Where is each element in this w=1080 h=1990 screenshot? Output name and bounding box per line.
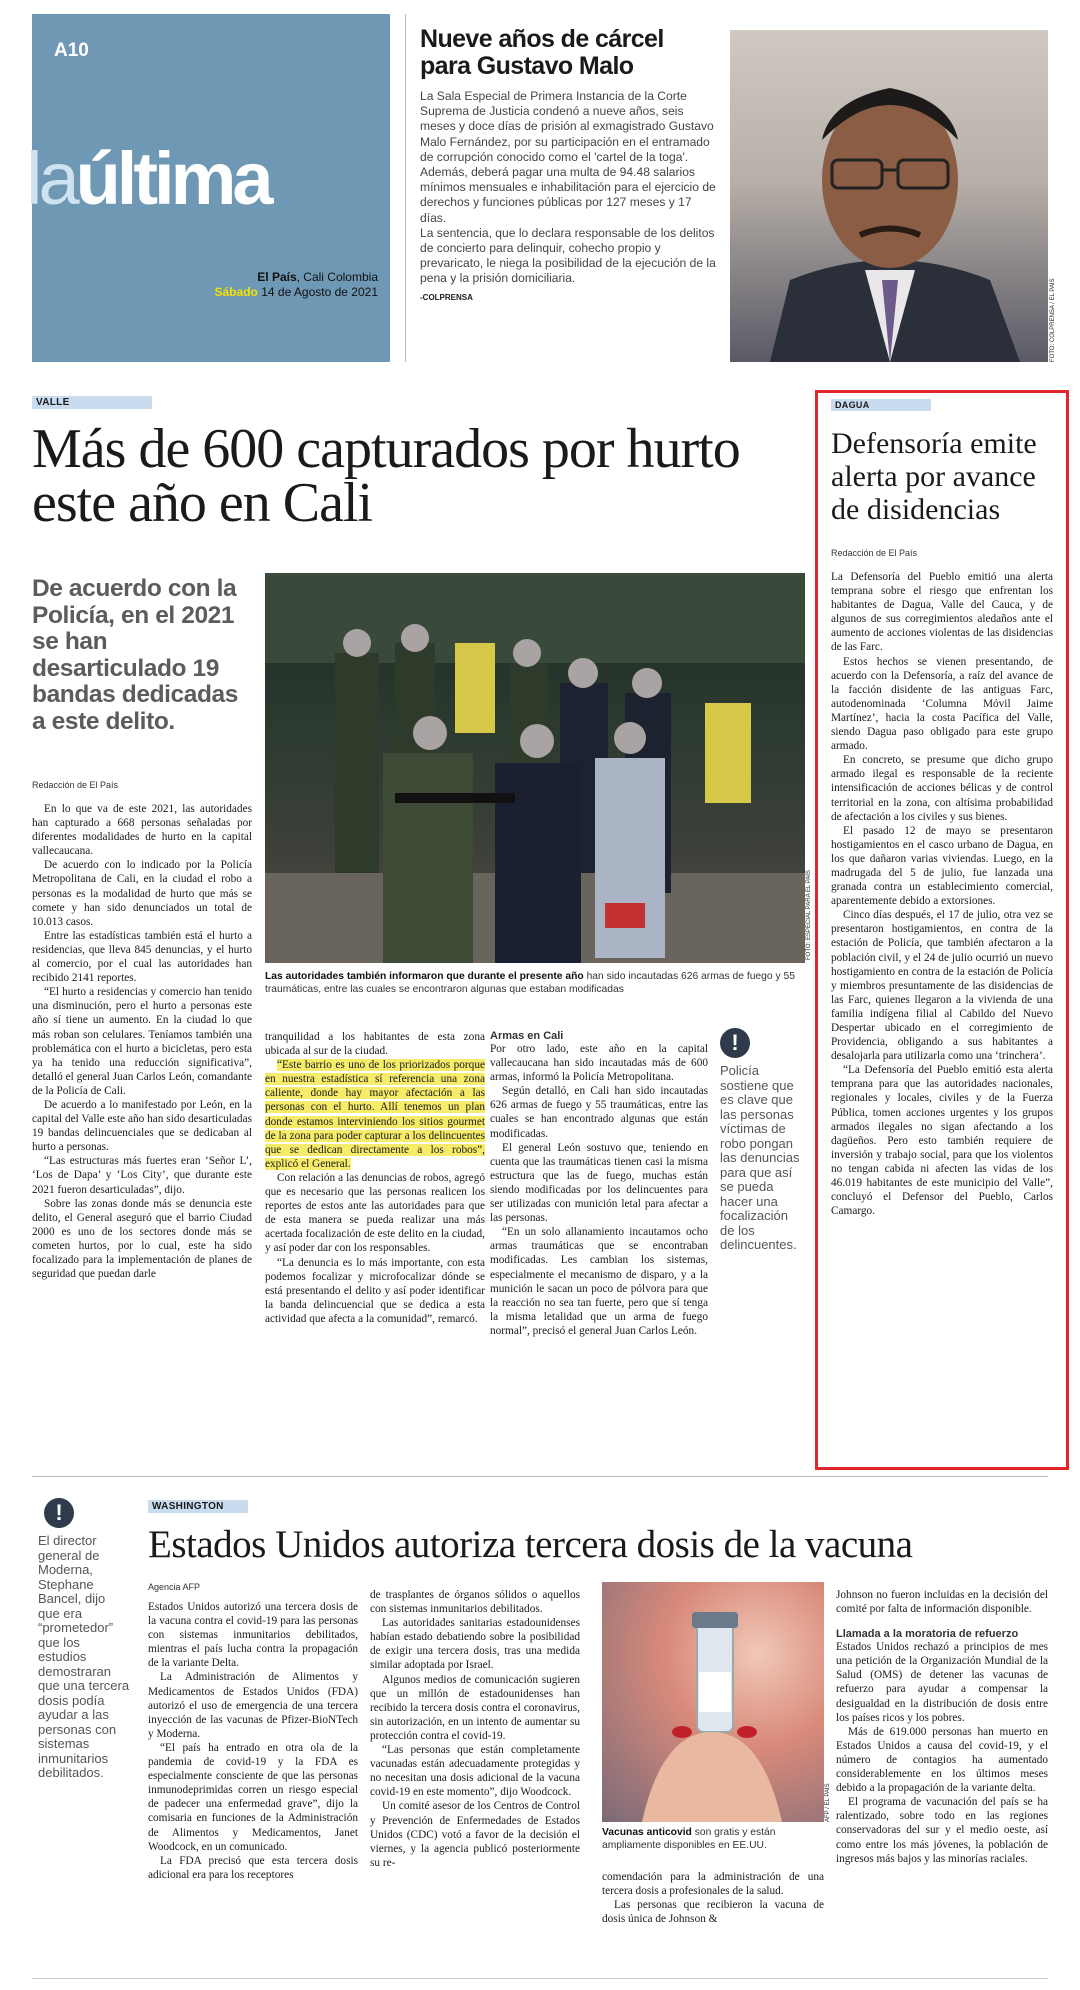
cali-paragraph: Según detalló, en Cali han sido incautadas 626 armas de fuego y 55 traumáticas, entre las cuales se han encontrado algunas que están modificadas. [490,1085,708,1140]
cali-highlight-para [265,1058,485,1171]
dagua-paragraph: En concreto, se presume que dicho grupo armado ilegal es responsable de la reciente intensificación de acciones bélicas y de control territorial en la zona, con altísima probabilidad de afectación a los civiles y sus bienes. [831,754,1053,823]
vaccine-paragraph: El programa de vacunación del país se ha ralentizado, sobre todo en las regiones conservadoras del sur y el medio oeste, así como entre los más jóvenes, la población de ingresos más bajos y las minorías raciales. [836,1796,1048,1865]
vaccine-sidequote-text: El director general de Moderna, Stephane Bancel, dijo que era “prometedor” que los estudios demostraran que una tercera dosis podía ayudar a las personas con sistemas inmunitarios debilitados. [38,1533,130,1780]
cali-paragraph: En lo que va de este 2021, las autoridades han capturado a 668 personas señaladas por diferentes modalidades de hurto en la capital vallecaucana. [32,803,252,858]
vaccine-headline: Estados Unidos autoriza tercera dosis de la vacuna [148,1523,913,1566]
vaccine-paragraph: Estados Unidos rechazó a principios de mes una petición de la Organización Mundial de la Salud (OMS) de detener las vacunas de refuerzo para ayudar a compensar la desigualdad en la distribución de dosis entre los países ricos y los pobres. [836,1641,1048,1724]
vaccine-column-3 [602,1870,824,1926]
dagua-paragraph: Cinco días después, el 17 de julio, otra vez se presentaron hostigamientos, en contra de la estación de Policía, que también afectaron a la población civil, y el 24 de julio ocurrió un nuevo hostigamiento en contra de la estación de Policía y miembros presuntamente de las disidencias de las Farc, quienes llegaron a la vivienda de una familia indígena filial al Cabildo del Nuevo Despertar ubicado en el corregimiento de Providencia, obligando a sus habitantes a desalojarla para utilizarla como una ‘trinchera’. [831,909,1053,1063]
cali-column-1 [32,780,252,1281]
portrait-credit: FOTO: COLPRENSA / EL PAÍS [1050,278,1056,362]
section-logo [26,137,270,220]
portrait-illustration [730,30,1048,362]
masthead-dateline [215,270,378,300]
vaccine-caption-text: son gratis y están ampliamente disponibles en EE.UU. [602,1827,776,1851]
cali-paragraph: Por otro lado, este año en la capital vallecaucana han sido incautadas más de 600 armas, informó la Policía Metropolitana. [490,1043,708,1084]
cali-paragraph: Entre las estadísticas también está el hurto a residencias, que lleva 845 denuncias, y el hurto al comercio, por el cual las autoridades han recibido 2141 reportes. [32,929,252,985]
cali-deck: De acuerdo con la Policía, en el 2021 se han desarticulado 19 bandas dedicadas a este delito. [32,575,239,735]
section-tag-valle: VALLE [32,396,152,409]
vaccine-caption [602,1826,824,1852]
dagua-paragraph: “La Defensoría del Pueblo emitió esta alerta temprana para que las autoridades nacionales, regionales y locales, civiles y de la Fuerza Pública, tomen acciones urgentes y los grupos armados ilegales no sigan afectando a los dagüeños. Pero esto también requiere de inversión y trabajo social, para que los violentos no tengan cabida ni afecten las vidas de los 46.019 habitantes de este municipio del Valle”, concluyó el Defensor del Pueblo, Carlos Camargo. [831,1064,1053,1218]
dagua-paragraph: El pasado 12 de mayo se presentaron hostigamientos en el casco urbano de Dagua, en los que dañaron varias viviendas. Luego, en la madrugada del 5 de julio, fue lanzada una granada contra un establecimiento comercial, aparentemente debido a extorsiones. [831,824,1053,908]
top-story-source: -COLPRENSA [420,292,473,302]
vaccine-paragraph: Algunos medios de comunicación sugieren que un millón de estadounidenses han recibido la tercera dosis contra el coronavirus, sin autorización, en un intento de aumentar su protección contra el covid-19. [370,1673,580,1742]
bottom-rule [32,1978,1048,1979]
vaccine-paragraph: La Administración de Alimentos y Medicamentos de Estados Unidos (FDA) autorizó el uso de emergencia de una tercera inyección de las vacunas de Pfizer-BioNTech y Moderna. [148,1671,358,1740]
cali-paragraph: Sobre las zonas donde más se denuncia este delito, el General aseguró que el barrio Ciudad 2000 es uno de los sectores donde más se cometen hurtos, por lo cual, este ha sido focalizado para la implementación de planes de seguridad que puedan darle [32,1197,252,1281]
vaccine-column-2 [370,1588,580,1870]
cali-paragraph: De acuerdo a lo manifestado por León, en la capital del Valle este año han sido desarticuladas 19 bandas delincuenciales que se dedicaban al hurto a personas. [32,1098,252,1154]
cali-photo-credit: FOTO: ESPECIAL PARA EL PAÍS [806,870,812,960]
vaccine-paragraph: Estados Unidos autorizó una tercera dosis de la vacuna contra el covid-19 para las personas con sistemas inmunitarios debilitados, mientras el país lucha contra la propagación de la variante Delta. [148,1601,358,1670]
vaccine-paragraph: “Las personas que están completamente vacunadas están adecuadamente protegidas y no necesitan una dosis adicional de la vacuna covid-19 en este momento”, dijo Woodcock. [370,1744,580,1799]
cali-column-2 [265,1030,485,1326]
dagua-headline: Defensoría emite alerta por avance de disidencias [831,427,1037,526]
cali-column-3 [490,1030,708,1338]
vaccine-sidequote [38,1498,130,1781]
section-divider [32,1476,1048,1477]
dagua-byline: Redacción de El País [831,548,918,558]
dagua-story [831,395,1053,1218]
paper-name: El País [257,270,297,284]
cali-sidequote-text: Policía sostiene que es clave que las personas víctimas de robo pongan las denuncias para que así se pueda hacer una focalización de los delincuentes. [720,1063,800,1252]
vaccine-paragraph: Las personas que recibieron la vacuna de dosis única de Johnson & [602,1899,824,1926]
vaccine-photo [602,1582,824,1822]
vaccine-caption-lead: Vacunas anticovid [602,1827,692,1838]
vaccine-photo-illustration [602,1582,824,1822]
cali-paragraph: tranquilidad a los habitantes de esta zona ubicada al sur de la ciudad. [265,1031,485,1058]
cali-paragraph: “La denuncia es lo más importante, con esta podemos focalizar y microfocalizar dónde se está presentando el delito y así poder identificar la banda delincuencial que se dedica a esta actividad que afecta a la comunidad”, remarcó. [265,1256,485,1325]
cali-story [32,392,804,534]
dagua-paragraph: Estos hechos se vienen presentando, de acuerdo con la Defensoría, a raíz del avance de la facción disidente de las antiguas Farc, autodenominada ‘Columna Móvil Jaime Martínez’, hacia la costa Pacífica del Valle, siendo Dagua paso obligado para este grupo armado. [831,655,1053,753]
section-logo-la: la [26,137,76,220]
cali-paragraph: “El hurto a residencias y comercio han tenido una disminución, pero el hurto a personas este año sí tiene un aumento. En la ciudad lo que más roban son celulares. Teníamos también una problemática con el hurto a bicicletas, pero esta ya ha tenido una reducción significativa”, detalló el general Juan Carlos León, comandante de la Policía de Cali. [32,986,252,1097]
vaccine-paragraph: “El país ha entrado en otra ola de la pandemia de covid-19 y la FDA es especialmente consciente de que las personas inmunodeprimidas corren un riesgo especial de padecer una enfermedad grave”, dijo la comisaria en funciones de la Administración de Alimentos y Medicamentos, Janet Woodcock, en un comunicado. [148,1741,358,1853]
vaccine-paragraph: Las autoridades sanitarias estadounidenses habían estado debatiendo sobre la posibilidad de exigir una tercera dosis, tras una medida similar adoptada por Israel. [370,1617,580,1672]
cali-caption-text: han sido incautadas 626 armas de fuego y 55 traumáticas, entre las cuales se encontraron algunas que estaban modificadas [265,971,795,995]
cali-byline: Redacción de El País [32,780,119,790]
portrait-photo [730,30,1048,362]
cali-paragraph: “En un solo allanamiento incautamos ocho armas traumáticas que se encontraban modificadas. Les cambian los sistemas, especialmente el mecanismo de disparo, y a la munición le sacan un poco de pólvora para que la reacción no sea tan fuerte, pero que sí tenga la misma letalidad que un arma de fuego normal”, precisó el general Juan Carlos León. [490,1226,708,1337]
vaccine-column-1 [148,1582,358,1882]
section-tag-dagua: DAGUA [831,399,931,411]
masthead [26,14,390,362]
cali-paragraph: De acuerdo con lo indicado por la Policía Metropolitana de Cali, en la ciudad el robo a personas es la modalidad de hurto que más se comete y han sido denunciados un total de 10.013 casos. [32,859,252,928]
top-story-headline: Nueve años de cárcel para Gustavo Malo [420,25,664,80]
exclamation-icon: ! [720,1028,750,1058]
cali-photo-illustration [265,573,805,963]
vaccine-paragraph: Más de 619.000 personas han muerto en Estados Unidos a causa del covid-19, y el número de contagios ha aumentado considerablemente en los últimos meses debido a la propagación de la variante delta. [836,1725,1048,1795]
vaccine-photo-credit: AFP / EL PAÍS [825,1783,831,1822]
cali-photo [265,573,805,963]
cali-paragraph: El general León sostuvo que, teniendo en cuenta que las traumáticas tienen casi la misma estructura que las de fuego, muchas están siendo modificadas por los delincuentes para ser utilizadas con munición letal para afectar a las personas. [490,1141,708,1225]
page-number: A10 [54,40,89,61]
vaccine-subhead: Llamada a la moratoria de refuerzo [836,1628,1019,1641]
date: 14 de Agosto de 2021 [257,285,378,299]
vaccine-paragraph: La FDA precisó que esta tercera dosis adicional era para los receptores [148,1854,358,1881]
section-tag-washington: WASHINGTON [148,1500,248,1513]
top-story [405,14,717,362]
section-logo-ultima: última [75,137,270,220]
cali-sidequote [720,1028,804,1253]
cali-paragraph: Con relación a las denuncias de robos, agregó que es necesario que las personas realicen los reportes de estos ante las autoridades para que de esta manera se pueda realizar una más acertada focalización de este delito en la ciudad, y así poder dar con los responsables. [265,1171,485,1255]
cali-caption [265,970,805,996]
vaccine-column-4 [836,1588,1048,1866]
vaccine-paragraph: Un comité asesor de los Centros de Control y Prevención de Enfermedades de Estados Unidos (CDC) votó a favor de la decisión el viernes, y la agencia publicó posteriormente su re- [370,1800,580,1869]
cali-headline: Más de 600 capturados por hurto este año en Cali [32,418,740,534]
vaccine-paragraph: comendación para la administración de una tercera dosis a profesionales de la salud. [602,1871,824,1898]
cali-highlight-quote: “Este barrio es uno de los priorizados porque en nuestra estadística sí referencia una zona caliente, donde hay mayor afectación a las personas con el hurto. Allí tenemos un plan donde estamos interviniendo los sitios gourmet de la zona para poder capturar a los delincuentes que se dedican directamente a los robos”, explicó el General. [265,1059,485,1170]
vaccine-paragraph: Johnson no fueron incluidas en la decisión del comité por falta de información disponible. [836,1589,1048,1616]
top-story-body: La Sala Especial de Primera Instancia de la Corte Suprema de Justicia condenó a nueve años, seis meses y doce días de prisión al exmagistrado Gustavo Malo Fernández, por su participación en el entramado de corrupción conocido como el 'cartel de la toga'. Además, deberá pagar una multa de 94.48 salarios mínimos mensuales e inhabilitación para el ejercicio de derechos y funciones públicas por 127 meses y 17 días. [420,89,716,225]
dagua-paragraph: La Defensoría del Pueblo emitió una alerta temprana sobre el riesgo que enfrentan los habitantes de Dagua, Valle del Cauca, y de algunos de sus corregimientos aledaños ante el aumento de acciones violentas de las disidencias de las Farc. [831,571,1053,654]
cali-subhead-armas: Armas en Cali [490,1030,564,1042]
top-story-body-2: La sentencia, que lo declara responsable de los delitos de concierto para delinquir, cohecho propio y prevaricato, le niega la posibilidad de la ejecución de la pena y la prisión domiciliaria. [420,225,716,286]
cali-paragraph: “Las estructuras más fuertes eran ‘Señor L’, ‘Los de Dapa’ y ‘Los City’, que durante este 2021 fueron desarticuladas”, dijo. [32,1155,252,1196]
weekday: Sábado [214,285,258,299]
vaccine-paragraph: de trasplantes de órganos sólidos o aquellos con sistemas inmunitarios debilitados. [370,1589,580,1616]
vaccine-byline: Agencia AFP [148,1582,201,1592]
city: , Cali Colombia [296,270,378,284]
cali-caption-lead: Las autoridades también informaron que durante el presente año [265,971,584,982]
exclamation-icon: ! [44,1498,74,1528]
vaccine-story-head [148,1496,1048,1566]
